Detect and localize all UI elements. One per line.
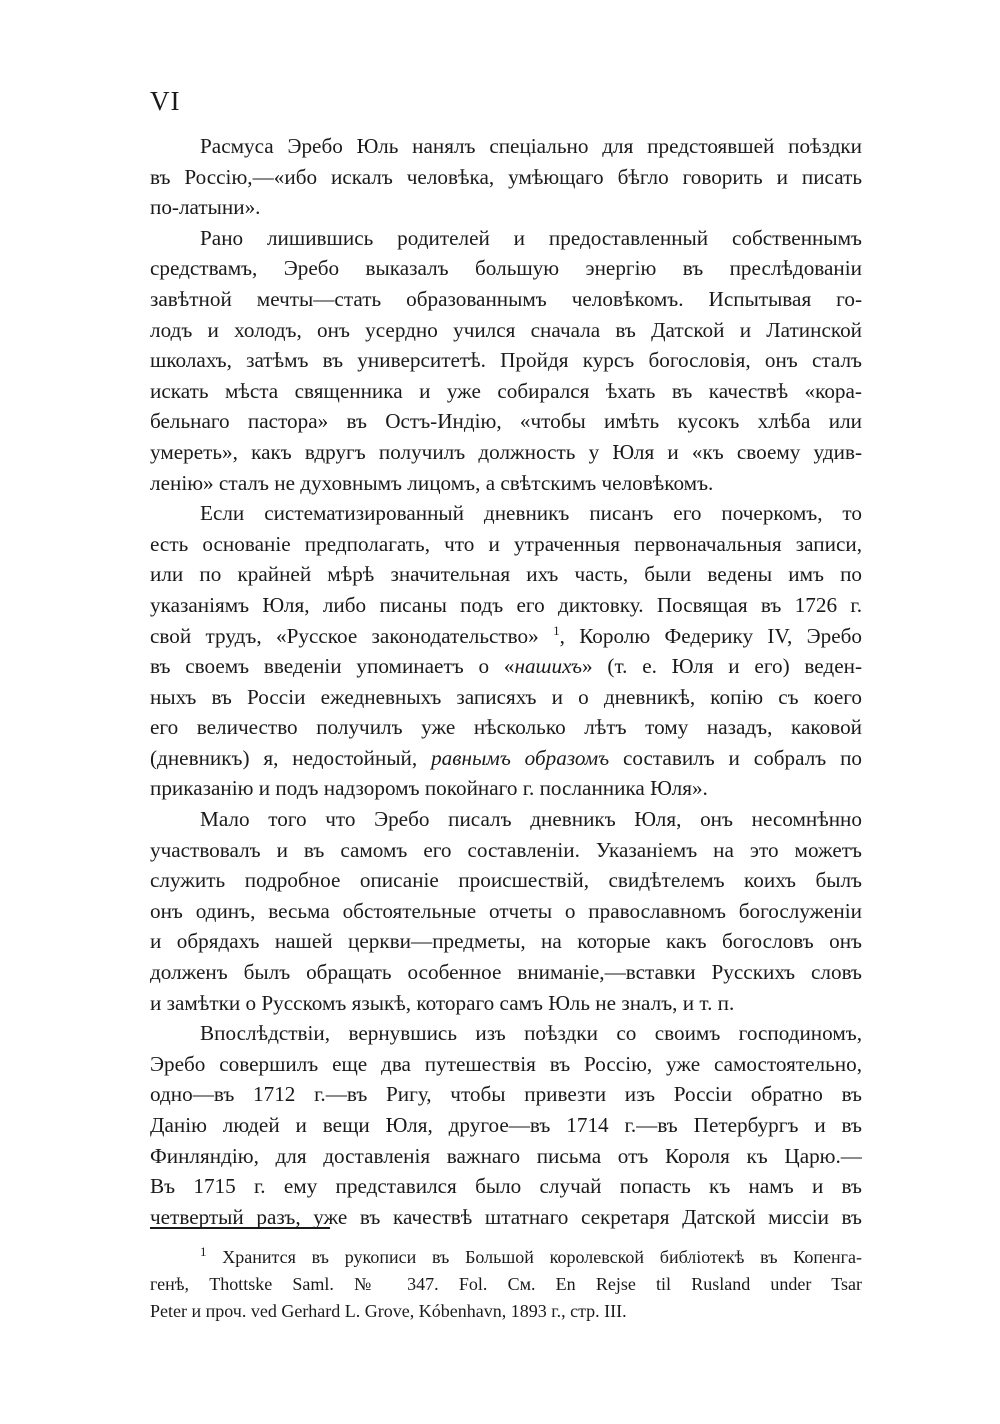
italic-text: равнымъ образомъ — [431, 745, 610, 770]
italic-text: нашихъ — [514, 654, 583, 679]
text-line: приказанію и подъ надзоромъ покойнаго г. посланника Юля». — [150, 776, 708, 801]
text-line: по-латыни». — [150, 195, 261, 220]
text-line: одно—въ 1712 г.—въ Ригу, чтобы привезти изъ Россіи обратно въ — [150, 1082, 862, 1107]
footnote-line — [150, 1244, 862, 1271]
text-line: долженъ былъ обращать особенное вниманіе,—вставки Русскихъ словъ — [150, 960, 862, 985]
footnote-line: Peter и проч. ved Gerhard L. Grove, Kóbenhavn, 1893 г., стр. III. — [150, 1301, 627, 1321]
text-line: участвовалъ и въ самомъ его составленіи. Указаніемъ на это можетъ — [150, 837, 862, 862]
text-line: его величество получилъ уже нѣсколько лѣтъ тому назадъ, каковой — [150, 715, 862, 740]
text-line: бельнаго пастора» въ Остъ-Индію, «чтобы имѣть кусокъ хлѣба или — [150, 409, 862, 434]
text-line: лодъ и холодъ, онъ усердно учился сначала въ Датской и Латинской — [150, 317, 862, 342]
page-number: VI — [150, 86, 181, 116]
text-line: Мало того что Эребо писалъ дневникъ Юля, онъ несомнѣнно — [200, 807, 862, 832]
text-line: или по крайней мѣрѣ значительная ихъ часть, были ведены имъ по — [150, 562, 862, 587]
footnote-line: генѣ, Thottske Saml. № 347. Fol. См. En Rejse til Rusland under Tsar — [150, 1274, 862, 1294]
text-line: Если систематизированный дневникъ писанъ его почеркомъ, то — [200, 501, 862, 526]
text-segment: въ своемъ введеніи упоминаетъ о « — [150, 654, 515, 679]
footnote-reference: 1 — [553, 622, 560, 638]
text-line: Въ 1715 г. ему представился было случай попасть къ намъ и въ — [150, 1174, 862, 1199]
text-line: и замѣтки о Русскомъ языкѣ, котораго самъ Юль не зналъ, и т. п. — [150, 990, 735, 1015]
footnote-marker: 1 — [200, 1244, 207, 1259]
text-line: ленію» сталъ не духовнымъ лицомъ, а свѣтскимъ человѣкомъ. — [150, 470, 714, 495]
text-line: школахъ, затѣмъ въ университетѣ. Пройдя курсъ богословія, онъ сталъ — [150, 348, 862, 373]
text-line: Рано лишившись родителей и предоставленный собственнымъ — [200, 225, 862, 250]
text-line: Расмуса Эребо Юль нанялъ спеціально для предстоявшей поѣздки — [200, 134, 862, 158]
footnote — [150, 1244, 862, 1325]
text-segment: свой трудъ, «Русское законодательство» — [150, 623, 539, 648]
text-line: въ Россію,—«ибо искалъ человѣка, умѣющаго бѣгло говорить и писать — [150, 164, 862, 189]
footnote-separator — [150, 1227, 330, 1229]
text-line — [150, 743, 862, 774]
text-line: Эребо совершилъ еще два путешествія въ Россію, уже самостоятельно, — [150, 1051, 862, 1076]
text-line: и обрядахъ нашей церкви—предметы, на которые какъ богословъ онъ — [150, 929, 862, 954]
text-segment: , Королю Федерику IV, Эребо — [559, 623, 862, 648]
text-line: завѣтной мечты—стать образованнымъ человѣкомъ. Испытывая го- — [150, 286, 862, 311]
text-line: служить подробное описаніе происшествій, свидѣтелемъ коихъ былъ — [150, 868, 862, 893]
text-segment: составилъ и собралъ по — [622, 745, 862, 770]
text-line: есть основаніе предполагать, что и утраченныя первоначальныя записи, — [150, 531, 862, 556]
text-line — [150, 621, 862, 652]
text-line: онъ одинъ, весьма обстоятельные отчеты о православномъ богослуженіи — [150, 898, 862, 923]
text-line: Финляндію, для доставленія важнаго письма отъ Короля къ Царю.— — [150, 1143, 862, 1168]
text-line: Впослѣдствіи, вернувшись изъ поѣздки со своимъ господиномъ, — [200, 1021, 862, 1046]
text-line: указаніямъ Юля, либо писаны подъ его диктовку. Посвящая въ 1726 г. — [150, 592, 862, 617]
text-line: четвертый разъ, уже въ качествѣ штатнаго секретаря Датской миссіи въ — [150, 1204, 862, 1229]
text-segment: » (т. е. Юля и его) веден- — [582, 654, 862, 679]
text-line: средствамъ, Эребо выказалъ большую энергію въ преслѣдованіи — [150, 256, 862, 281]
text-segment: (дневникъ) я, недостойный, — [150, 745, 418, 770]
text-line: искать мѣста священника и уже собирался ѣхать въ качествѣ «кора- — [150, 378, 862, 403]
footnote-text: Хранится въ рукописи въ Большой королевской библіотекѣ въ Копенга- — [222, 1247, 862, 1267]
text-line: ныхъ въ Россіи ежедневныхъ записяхъ и о дневникѣ, копію съ коего — [150, 684, 862, 709]
text-line — [150, 651, 862, 682]
text-line: умереть», какъ вдругъ получилъ должность у Юля и «къ своему удив- — [150, 439, 862, 464]
text-line: Данію людей и вещи Юля, другое—въ 1714 г.—въ Петербургъ и въ — [150, 1113, 862, 1137]
main-text — [150, 131, 862, 1232]
